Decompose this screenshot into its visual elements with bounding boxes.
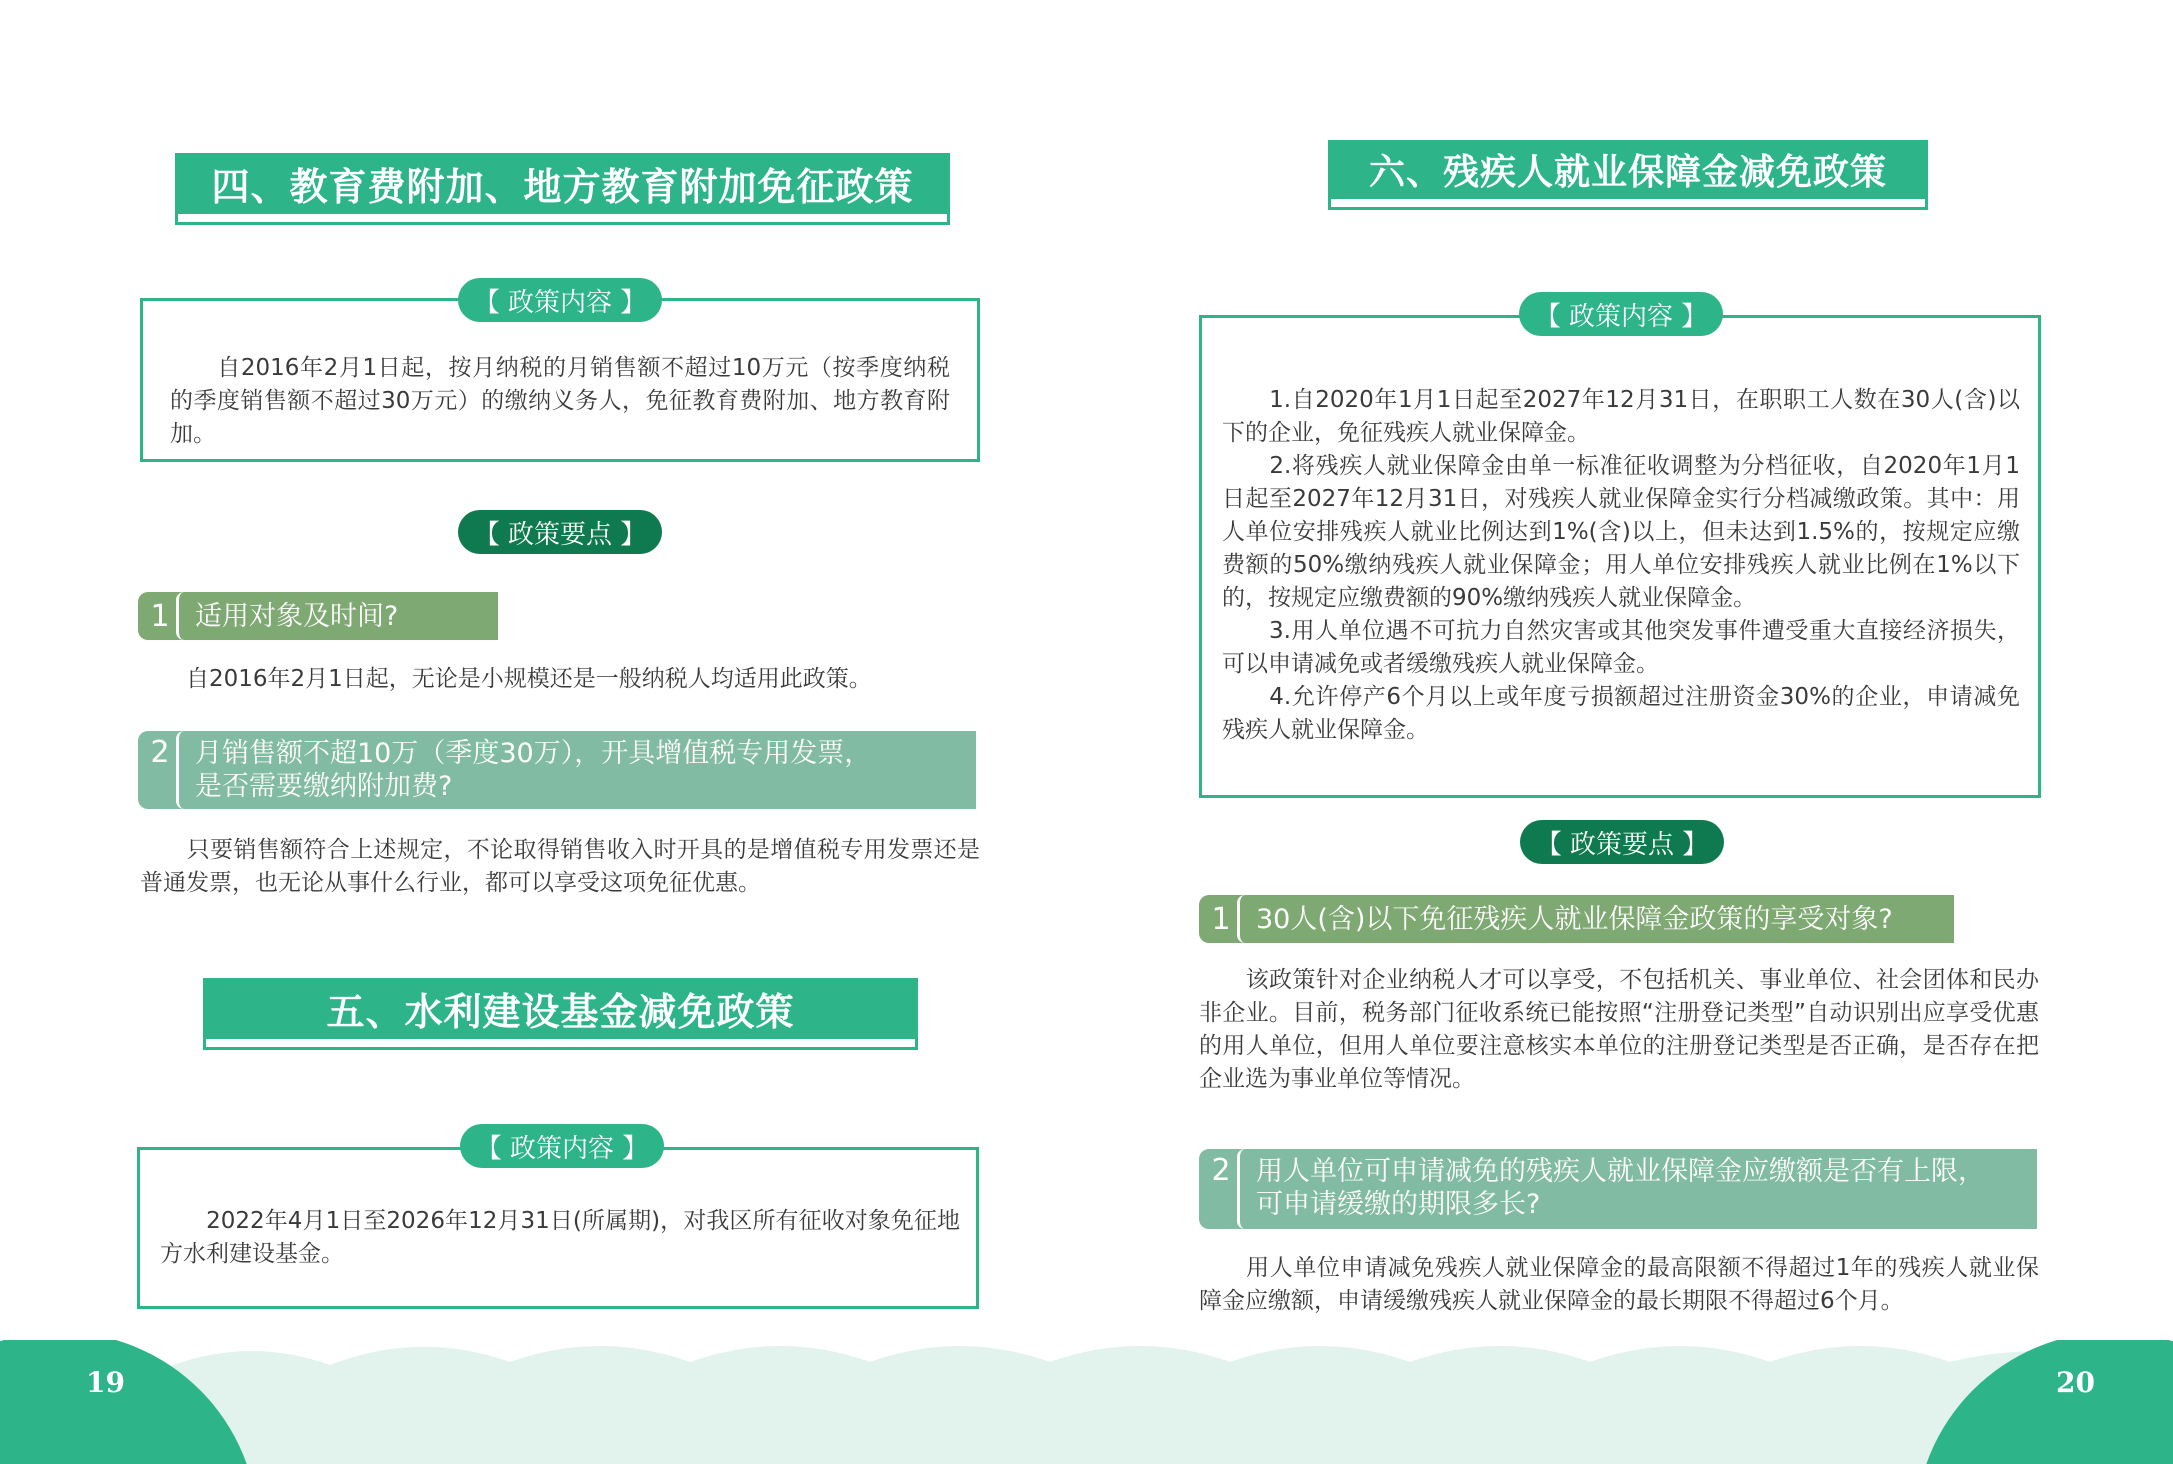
- section4-answer-1: 自2016年2月1日起，无论是小规模还是一般纳税人均适用此政策。: [140, 666, 872, 692]
- right-corner-circle: [1913, 1340, 2173, 1464]
- question-number: 2: [138, 731, 182, 809]
- section5-title: 五、水利建设基金减免政策: [203, 978, 918, 1039]
- section5-content-pill: 【 政策内容 】: [460, 1124, 664, 1168]
- section6-banner: [1328, 140, 1928, 210]
- section4-title: 四、教育费附加、地方教育附加免征政策: [175, 153, 950, 214]
- section5-banner: [203, 978, 918, 1050]
- page-number-right: 20: [2056, 1366, 2095, 1399]
- bottom-wave-decoration: [0, 1320, 2173, 1464]
- question-label: 适用对象及时间?: [176, 592, 498, 640]
- question-label: 30人(含)以下免征残疾人就业保障金政策的享受对象?: [1237, 895, 1954, 943]
- section6-content-pill: 【 政策内容 】: [1519, 292, 1723, 336]
- section6-content-text: 1.自2020年1月1日起至2027年12月31日，在职职工人数在30人(含)以下的企业，免征残疾人就业保障金。 2.将残疾人就业保障金由单一标准征收调整为分档征收，自2020年1月1日起至2027年12月31日，对残疾人就业保障金实行分档减缴政策。其中：用人单位安排残疾人就业比例达到1%(含)以上，但未达到1.5%的，按规定应缴费额的50%缴纳残疾人就业保障金；用人单位安排残疾人就业比例在1%以下的，按规定应缴费额的90%缴纳残疾人就业保障金。 3.用人单位遇不可抗力自然灾害或其他突发事件遭受重大直接经济损失，可以申请减免或者缓缴残疾人就业保障金。 4.允许停产6个月以上或年度亏损额超过注册资金30%的企业，申请减免残疾人就业保障金。: [1222, 387, 2020, 743]
- section4-answer-2: 只要销售额符合上述规定，不论取得销售收入时开具的是增值税专用发票还是普通发票，也无论从事什么行业，都可以享受这项免征优惠。: [140, 837, 980, 896]
- section5-content-text: 2022年4月1日至2026年12月31日(所属期)，对我区所有征收对象免征地方水利建设基金。: [160, 1208, 960, 1267]
- left-corner-circle: [0, 1340, 260, 1464]
- page-number-left: 19: [86, 1366, 125, 1399]
- section4-question-1: [138, 592, 498, 640]
- section6-points-pill: 【 政策要点 】: [1520, 820, 1724, 864]
- question-label: 用人单位可申请减免的残疾人就业保障金应缴额是否有上限， 可申请缓缴的期限多长?: [1237, 1149, 2037, 1229]
- question-number: 1: [1199, 895, 1243, 943]
- section6-answer-1: 该政策针对企业纳税人才可以享受，不包括机关、事业单位、社会团体和民办非企业。目前，税务部门征收系统已能按照“注册登记类型”自动识别出应享受优惠的用人单位，但用人单位要注意核实本单位的注册登记类型是否正确，是否存在把企业选为事业单位等情况。: [1199, 967, 2039, 1092]
- question-number: 2: [1199, 1149, 1243, 1229]
- question-number: 1: [138, 592, 182, 640]
- question-label: 月销售额不超10万（季度30万），开具增值税专用发票， 是否需要缴纳附加费?: [176, 731, 976, 809]
- section4-content-pill: 【 政策内容 】: [458, 278, 662, 322]
- section4-content-text: 自2016年2月1日起，按月纳税的月销售额不超过10万元（按季度纳税的季度销售额不超过30万元）的缴纳义务人，免征教育费附加、地方教育附加。: [170, 355, 950, 447]
- section4-banner: [175, 153, 950, 225]
- section6-question-2: [1199, 1149, 2037, 1229]
- section6-title: 六、残疾人就业保障金减免政策: [1328, 140, 1928, 199]
- section4-points-pill: 【 政策要点 】: [458, 510, 662, 554]
- section6-answer-2: 用人单位申请减免残疾人就业保障金的最高限额不得超过1年的残疾人就业保障金应缴额，申请缓缴残疾人就业保障金的最长期限不得超过6个月。: [1199, 1255, 2039, 1314]
- section6-question-1: [1199, 895, 1954, 943]
- section4-question-2: [138, 731, 976, 809]
